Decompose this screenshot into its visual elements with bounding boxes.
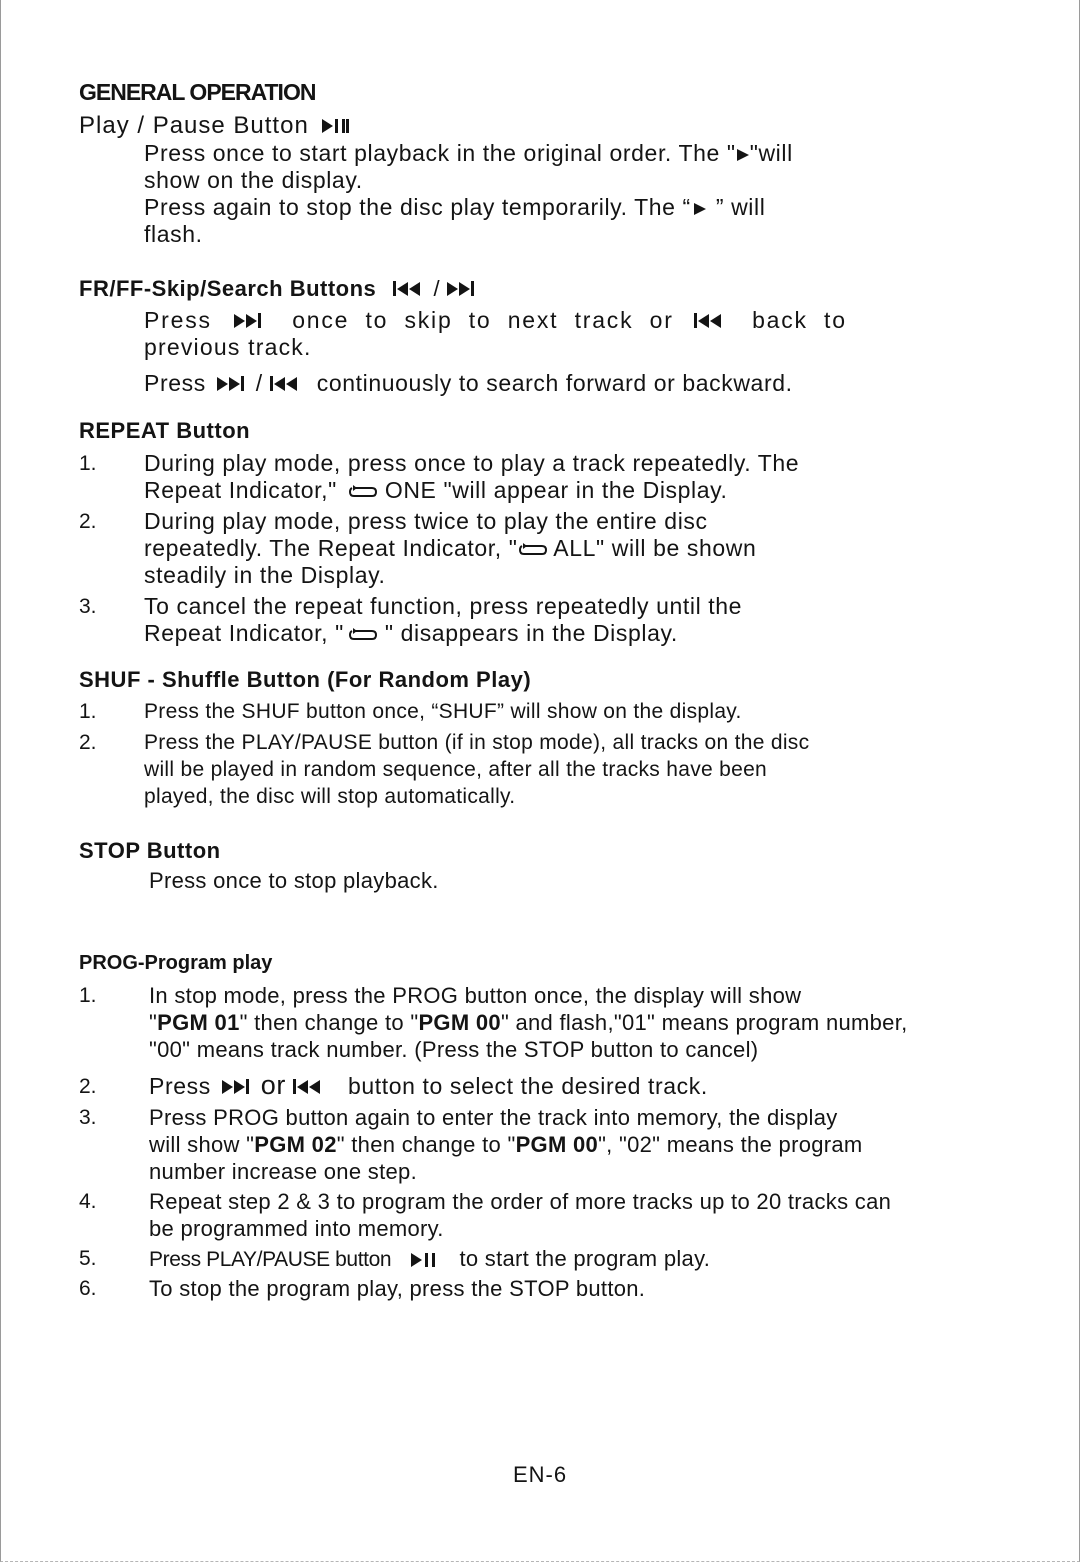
play-pause-line-4: flash. bbox=[144, 221, 203, 247]
repeat-title: REPEAT Button bbox=[79, 418, 251, 443]
shuffle-title: SHUF - Shuffle Button (For Random Play) bbox=[79, 667, 532, 692]
page-number: EN-6 bbox=[512, 1462, 568, 1487]
pgm-code: PGM 01 bbox=[157, 1010, 240, 1035]
repeat-item-1-line-2 bbox=[144, 477, 728, 504]
list-number: 1. bbox=[79, 700, 97, 723]
prog-item-2 bbox=[149, 1072, 708, 1100]
text: / bbox=[255, 370, 263, 396]
skip-line-2: previous track. bbox=[144, 334, 312, 360]
text: Press bbox=[149, 1073, 211, 1099]
text: " disappears in the Display. bbox=[377, 620, 678, 646]
play-icon bbox=[736, 147, 750, 163]
list-number: 3. bbox=[79, 595, 97, 618]
text: Press PLAY/PAUSE button bbox=[149, 1248, 392, 1271]
text: / bbox=[426, 276, 447, 301]
list-number: 4. bbox=[79, 1190, 97, 1213]
play-pause-icon bbox=[322, 117, 350, 135]
text: ", "02" means the program bbox=[598, 1132, 863, 1157]
text: continuously to search forward or backward. bbox=[316, 370, 793, 396]
prog-item-4-line-2: be programmed into memory. bbox=[149, 1216, 444, 1241]
text: repeatedly. The Repeat Indicator, " bbox=[144, 535, 518, 561]
repeat-icon bbox=[348, 484, 378, 500]
text: Press once to start playback in the original order. The " bbox=[144, 140, 736, 166]
skip-line-1 bbox=[144, 307, 847, 334]
list-number: 1. bbox=[79, 452, 97, 475]
stop-title: STOP Button bbox=[79, 838, 221, 863]
repeat-item-2-line-2 bbox=[144, 535, 756, 562]
list-number: 2. bbox=[79, 731, 97, 754]
prog-item-1-line-1: In stop mode, press the PROG button once, the display will show bbox=[149, 983, 802, 1008]
prog-item-1-line-2 bbox=[149, 1009, 908, 1036]
text: " bbox=[149, 1010, 158, 1035]
shuffle-item-2-line-2: will be played in random sequence, after all the tracks have been bbox=[144, 758, 768, 781]
text: " and flash,"01" means program number, bbox=[500, 1010, 908, 1035]
text: "will bbox=[749, 140, 793, 166]
text: ONE "will appear in the Display. bbox=[377, 477, 728, 503]
repeat-item-2-line-1: During play mode, press twice to play the entire disc bbox=[144, 508, 708, 534]
stop-line-1: Press once to stop playback. bbox=[149, 868, 439, 893]
play-pause-title bbox=[79, 112, 350, 140]
text: Press again to stop the disc play temporarily. The “ bbox=[144, 194, 691, 220]
list-number: 5. bbox=[79, 1247, 97, 1270]
text: or bbox=[260, 1070, 287, 1100]
text: " then change to " bbox=[336, 1132, 516, 1157]
skip-forward-icon bbox=[234, 312, 266, 330]
play-pause-line-3 bbox=[144, 194, 765, 221]
play-icon bbox=[693, 201, 707, 217]
prog-item-6: To stop the program play, press the STOP button. bbox=[149, 1276, 646, 1301]
play-pause-icon bbox=[411, 1252, 439, 1268]
text: Repeat Indicator," bbox=[144, 477, 337, 503]
prog-item-3-line-3: number increase one step. bbox=[149, 1159, 417, 1184]
pgm-code: PGM 02 bbox=[254, 1132, 337, 1157]
text: back to bbox=[752, 307, 847, 333]
text: Repeat Indicator, " bbox=[144, 620, 344, 646]
text: FR/FF-Skip/Search Buttons bbox=[79, 276, 377, 301]
pgm-code: PGM 00 bbox=[515, 1132, 599, 1157]
skip-back-icon bbox=[694, 312, 726, 330]
text: to start the program play. bbox=[459, 1246, 711, 1271]
prog-item-3-line-1: Press PROG button again to enter the track into memory, the display bbox=[149, 1105, 838, 1130]
text: " then change to " bbox=[239, 1010, 419, 1035]
list-number: 2. bbox=[79, 510, 97, 533]
repeat-item-2-line-3: steadily in the Display. bbox=[144, 562, 386, 588]
skip-line-3 bbox=[144, 370, 793, 397]
skip-back-icon bbox=[393, 280, 427, 298]
skip-forward-icon bbox=[222, 1078, 254, 1096]
prog-item-5 bbox=[149, 1245, 710, 1273]
repeat-item-3-line-2 bbox=[144, 620, 678, 647]
list-number: 3. bbox=[79, 1106, 97, 1129]
pgm-code: PGM 00 bbox=[418, 1010, 501, 1035]
play-pause-title-text: Play / Pause Button bbox=[79, 112, 309, 139]
skip-forward-icon bbox=[447, 280, 481, 298]
repeat-icon bbox=[348, 627, 378, 643]
text: Press bbox=[144, 307, 212, 333]
list-number: 1. bbox=[79, 984, 97, 1007]
play-pause-line-2: show on the display. bbox=[144, 167, 363, 193]
prog-item-3-line-2 bbox=[149, 1131, 863, 1158]
list-number: 6. bbox=[79, 1277, 97, 1300]
text: ALL" will be shown bbox=[547, 535, 757, 561]
repeat-item-3-line-1: To cancel the repeat function, press repeatedly until the bbox=[144, 593, 743, 619]
text: Press bbox=[144, 370, 206, 396]
text: once to skip to next track or bbox=[292, 307, 674, 333]
text: will show " bbox=[149, 1132, 255, 1157]
text: ” will bbox=[708, 194, 766, 220]
shuffle-item-2-line-1: Press the PLAY/PAUSE button (if in stop mode), all tracks on the disc bbox=[144, 731, 810, 754]
prog-item-1-line-3: "00" means track number. (Press the STOP button to cancel) bbox=[149, 1037, 759, 1062]
shuffle-item-2-line-3: played, the disc will stop automatically. bbox=[144, 785, 516, 808]
shuffle-item-1: Press the SHUF button once, “SHUF” will show on the display. bbox=[144, 700, 742, 723]
repeat-icon bbox=[518, 542, 548, 558]
prog-title: PROG-Program play bbox=[79, 952, 273, 974]
section-heading: GENERAL OPERATION bbox=[79, 79, 316, 105]
skip-back-icon bbox=[293, 1078, 327, 1096]
skip-back-icon bbox=[270, 375, 302, 393]
prog-item-4-line-1: Repeat step 2 & 3 to program the order of more tracks up to 20 tracks can bbox=[149, 1189, 892, 1214]
skip-forward-icon bbox=[217, 375, 249, 393]
play-pause-line-1 bbox=[144, 140, 793, 167]
skip-search-title bbox=[79, 276, 481, 302]
text: button to select the desired track. bbox=[348, 1073, 708, 1099]
list-number: 2. bbox=[79, 1075, 97, 1098]
repeat-item-1-line-1: During play mode, press once to play a track repeatedly. The bbox=[144, 450, 800, 476]
